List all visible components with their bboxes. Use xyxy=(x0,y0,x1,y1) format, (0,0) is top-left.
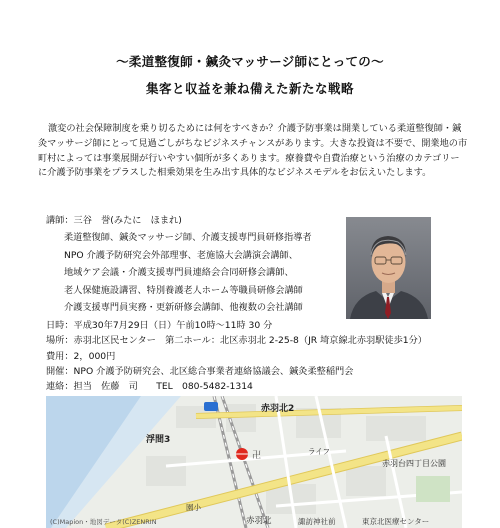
lecturer-career-2: NPO 介護予防研究会外部理事、老施協大会講演会講師、 xyxy=(64,249,298,261)
event-fee: 費用：2，000円 xyxy=(46,350,116,362)
intro-paragraph: 激変の社会保障制度を乗り切るためには何をすべきか？介護予防事業は開業している柔道整復師・鍼灸マッサージ師にとって見過ごしがちなビジネスチャンスがあります。大きな投資は不要で、開業地の市町村によっては事業展開が行いやすい個所が多くあります。療養費や自費治療という治療のカテゴリーに介護予防事業をプラスした相乗効果を生み出す具体的なビジネスモデルをお伝えいたします。 xyxy=(38,123,468,179)
location-map[interactable] xyxy=(46,396,462,528)
title-line-1: ～柔道整復師・鍼灸マッサージ師にとっての～ xyxy=(116,54,384,69)
event-place: 場所：赤羽北区民センター 第二ホール：北区赤羽北 2-25-8（JR 埼京線北赤羽駅徒歩1分） xyxy=(46,335,427,347)
lecturer-career-3: 地域ケア会議・介護支援専門員連絡会合同研修会講師、 xyxy=(64,267,294,279)
svg-text:卍: 卍 xyxy=(252,451,262,461)
map-label-akabanedai4: 赤羽台四丁目公園 xyxy=(382,459,446,468)
lecturer-career-1: 柔道整復師、鍼灸マッサージ師、介護支援専門員研修指導者 xyxy=(64,232,312,244)
lecturer-photo xyxy=(346,217,431,319)
event-date: 日時：平成30年7月29日（日）午前10時～11時 30 分 xyxy=(46,320,273,331)
map-label-shrine: 諏訪神社前 xyxy=(298,517,336,526)
event-organizer: 開催：NPO 介護予防研究会、北区総合事業者連絡協議会、鍼灸柔整稲門会 xyxy=(46,365,354,377)
map-label-ukima3: 浮間3 xyxy=(146,435,171,445)
map-label-akabanekita: 赤羽北 xyxy=(246,516,272,526)
lecturer-career-5: 介護支援専門員実務・更新研修会講師、他複数の会社講師 xyxy=(64,302,303,314)
map-copyright: (C)Mapion・地図データ(C)ZENRIN xyxy=(50,518,157,526)
map-label-akabanekita2: 赤羽北2 xyxy=(261,404,295,414)
title-line-2: 集客と収益を兼ね備えた新たな戦略 xyxy=(145,81,354,96)
event-contact: 連絡：担当 佐藤 司 TEL 080-5482-1314 xyxy=(46,381,253,393)
map-label-life: ライフ xyxy=(308,447,331,456)
map-label-school: 園小 xyxy=(186,503,201,512)
event-details xyxy=(46,318,427,394)
lecturer-name: 講師：三谷 誉(みたに ほまれ) xyxy=(46,215,182,226)
map-label-center: 東京北医療センター xyxy=(362,517,430,526)
station-icon xyxy=(204,402,218,411)
lecturer-career-4: 老人保健施設講習、特別養護老人ホーム等職員研修会講師 xyxy=(64,284,303,296)
lecturer-section xyxy=(46,212,312,316)
portrait-image xyxy=(346,217,431,319)
